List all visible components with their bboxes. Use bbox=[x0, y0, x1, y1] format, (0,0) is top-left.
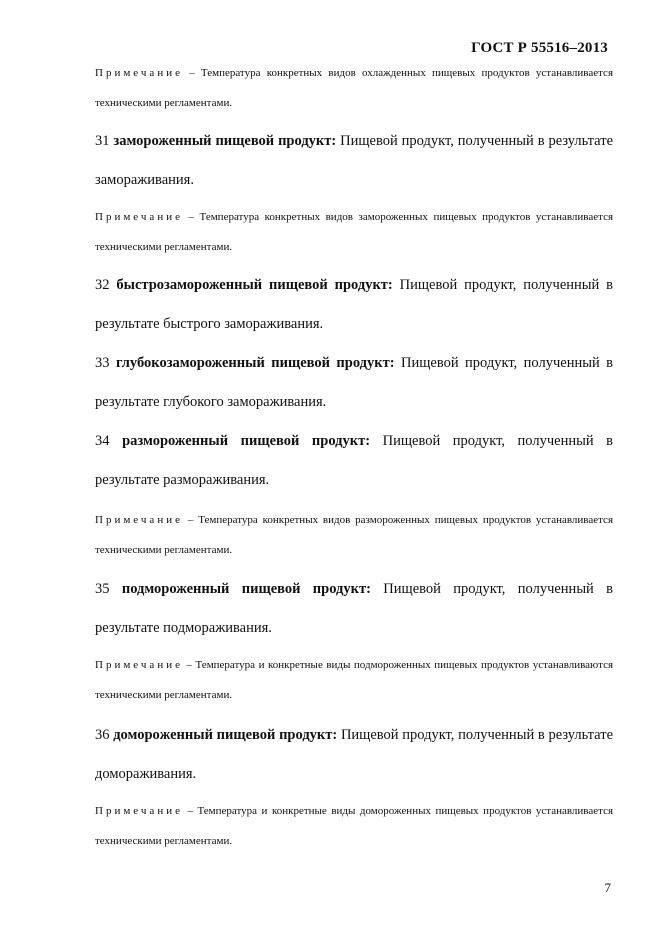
term-32 bbox=[95, 266, 613, 344]
note-34 bbox=[95, 505, 613, 565]
page-number: 7 bbox=[604, 880, 611, 895]
note-label: Примечание bbox=[95, 659, 183, 671]
note-text: – Температура конкретных видов замороженных пищевых продуктов устанавливается техническими регламентами. bbox=[95, 211, 614, 253]
note-text: – Температура и конкретные виды домороженных пищевых продуктов устанавливается техническими регламентами. bbox=[95, 805, 614, 847]
note-label: Примечание bbox=[95, 805, 183, 817]
note-35 bbox=[95, 650, 613, 710]
term-name: замороженный пищевой продукт: bbox=[113, 133, 337, 149]
term-36 bbox=[95, 716, 613, 794]
note-label: Примечание bbox=[95, 67, 183, 79]
term-name: глубокозамороженный пищевой продукт: bbox=[115, 355, 395, 371]
term-number: 36 bbox=[95, 727, 110, 743]
term-34 bbox=[95, 422, 613, 500]
note-36 bbox=[95, 796, 613, 856]
note-label: Примечание bbox=[95, 211, 183, 223]
term-definition: Пищевой продукт, полученный в результате быстрого замораживания. bbox=[95, 277, 614, 332]
term-number: 32 bbox=[95, 277, 110, 293]
note-31 bbox=[95, 202, 613, 262]
note-30 bbox=[95, 58, 613, 118]
term-35 bbox=[95, 570, 613, 648]
note-text: – Температура конкретных видов размороженных пищевых продуктов устанавливается техническими регламентами. bbox=[95, 514, 614, 556]
term-definition: Пищевой продукт, полученный в результате размораживания. bbox=[95, 433, 614, 488]
term-number: 34 bbox=[95, 433, 110, 449]
term-definition: Пищевой продукт, полученный в результате домораживания. bbox=[95, 727, 614, 782]
term-definition: Пищевой продукт, полученный в результате глубокого замораживания. bbox=[95, 355, 613, 410]
term-name: быстрозамороженный пищевой продукт: bbox=[116, 277, 393, 293]
term-33 bbox=[95, 344, 613, 422]
term-31 bbox=[95, 122, 613, 200]
note-text: – Температура и конкретные виды подмороженных пищевых продуктов устанавливаются техническими регламентами. bbox=[95, 659, 614, 701]
term-definition: Пищевой продукт, полученный в результате подмораживания. bbox=[95, 581, 614, 636]
term-name: доморoженный пищевой продукт: bbox=[113, 727, 338, 743]
document-id-header: ГОСТ Р 55516–2013 bbox=[471, 40, 608, 56]
term-definition: Пищевой продукт, полученный в результате замораживания. bbox=[95, 133, 614, 188]
note-label: Примечание bbox=[95, 514, 183, 526]
term-name: подмороженный пищевой продукт: bbox=[121, 581, 371, 597]
term-number: 31 bbox=[95, 133, 110, 149]
note-text: – Температура конкретных видов охлажденных пищевых продуктов устанавливается техническими регламентами. bbox=[95, 67, 613, 109]
term-number: 35 bbox=[95, 581, 110, 597]
term-name: размороженный пищевой продукт: bbox=[122, 433, 371, 449]
term-number: 33 bbox=[95, 355, 110, 371]
